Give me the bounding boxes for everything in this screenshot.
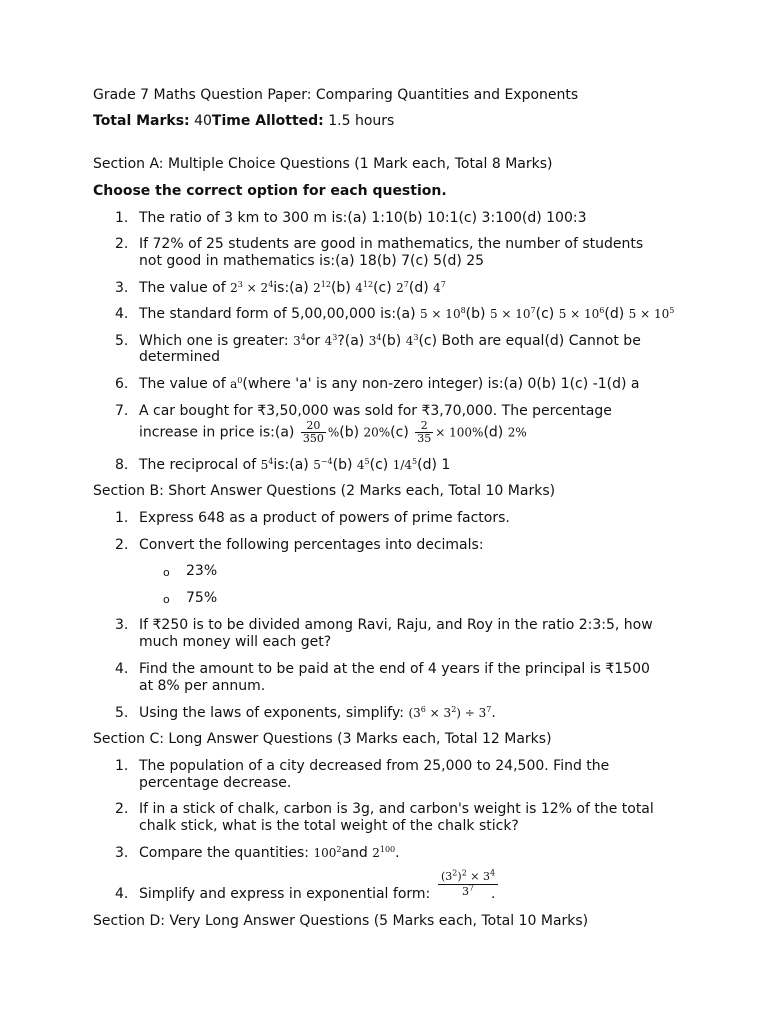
laq-2-line-2: chalk stick, what is the total weight of the chalk stick? — [139, 818, 519, 834]
mcq-2-line-1: If 72% of 25 students are good in mathematics, the number of students — [139, 236, 644, 252]
saq-3-line-1: If ₹250 is to be divided among Ravi, Raju, and Roy in the ratio 2:3:5, how — [139, 617, 653, 633]
marks-line — [93, 113, 394, 130]
laq-4-period: . — [491, 886, 496, 902]
saq-3-line-2: much money will each get? — [139, 634, 332, 650]
list-number: 1. — [115, 210, 129, 226]
saq-4-line-2: at 8% per annum. — [139, 678, 266, 694]
list-number: 3. — [115, 280, 129, 296]
mcq-2-line-2: not good in mathematics is:(a) 18(b) 7(c) 5(d) 25 — [139, 253, 485, 269]
mcq-4: The standard form of 5,00,00,000 is:(a) $5 \times 10^8(b) 5 \times 10^7(c) 5 \times 10^6(d) 5 \times 10^5$ — [139, 306, 675, 322]
laq-1-line-1: The population of a city decreased from 25,000 to 24,500. Find the — [139, 758, 610, 774]
bullet-icon: o — [163, 566, 170, 579]
saq-4-line-1: Find the amount to be paid at the end of 4 years if the principal is ₹1500 — [139, 661, 650, 677]
laq-2-line-1: If in a stick of chalk, carbon is 3g, and carbon's weight is 12% of the total — [139, 801, 654, 817]
bullet-icon: o — [163, 593, 170, 606]
paper-title: Grade 7 Maths Question Paper: Comparing Quantities and Exponents — [93, 87, 579, 103]
mcq-7-line-1: A car bought for ₹3,50,000 was sold for ₹3,70,000. The percentage — [139, 403, 612, 419]
section-b-heading: Section B: Short Answer Questions (2 Marks each, Total 10 Marks) — [93, 483, 556, 499]
time-value: 1.5 hours — [323, 113, 395, 129]
list-number: 2. — [115, 236, 129, 252]
saq-1: Express 648 as a product of powers of prime factors. — [139, 510, 510, 526]
list-number: 2. — [115, 801, 129, 817]
saq-2-item-1: 23% — [186, 563, 218, 579]
list-number: 1. — [115, 510, 129, 526]
list-number: 4. — [115, 306, 129, 322]
list-number: 4. — [115, 886, 129, 902]
saq-2: Convert the following percentages into decimals: — [139, 537, 484, 553]
saq-5: Using the laws of exponents, simplify: $(3^6 \times 3^2) \div 3^7$. — [139, 705, 496, 721]
saq-2-item-2: 75% — [186, 590, 218, 606]
mcq-7-line-2: increase in price is:(a) $\frac{20}{350}$ %(b) 20%(c) $\frac{2}{35}$ × 100%(d) 2% — [139, 419, 527, 445]
section-c-heading: Section C: Long Answer Questions (3 Marks each, Total 12 Marks) — [93, 731, 552, 747]
list-number: 4. — [115, 661, 129, 677]
list-number: 2. — [115, 537, 129, 553]
question-paper — [93, 0, 693, 1024]
section-a-heading: Section A: Multiple Choice Questions (1 Mark each, Total 8 Marks) — [93, 156, 553, 172]
mcq-5-line-2: determined — [139, 349, 221, 365]
mcq-3: The value of $2^3$ × $2^4is:(a)$ $2^{12}(b)$ $4^{12}(c)$ $2^7(d)$ $4^7$ — [139, 280, 446, 296]
total-marks-value: 40 — [189, 113, 212, 129]
list-number: 7. — [115, 403, 129, 419]
list-number: 3. — [115, 845, 129, 861]
mcq-5-line-1: Which one is greater: $3^4or$ $4^3?(a)$ $3^4(b)$ $4^3(c)$ Both are equal(d) Cannot be — [139, 333, 641, 349]
mcq-8: The reciprocal of $5^4is:(a)$ $5^{-4}(b)$ $4^5(c)$ $1/4^5(d)$ 1 — [139, 457, 451, 473]
laq-4-fraction: $(3^2)^2 \times 3^4$ $3^7$ — [438, 870, 498, 899]
mcq-1: The ratio of 3 km to 300 m is:(a) 1:10(b) 10:1(c) 3:100(d) 100:3 — [139, 210, 587, 226]
mcq-6: The value of $a^0(where$ 'a' is any non-zero integer) is:(a) 0(b) 1(c) -1(d) a — [139, 376, 640, 392]
laq-3: Compare the quantities: $100^2and$ $2^{100}$. — [139, 845, 400, 861]
list-number: 5. — [115, 705, 129, 721]
list-number: 1. — [115, 758, 129, 774]
list-number: 5. — [115, 333, 129, 349]
list-number: 8. — [115, 457, 129, 473]
total-marks-label: Total Marks: — [93, 113, 190, 129]
time-label: Time Allotted: — [211, 113, 324, 129]
section-d-heading: Section D: Very Long Answer Questions (5 Marks each, Total 10 Marks) — [93, 913, 589, 929]
laq-4: Simplify and express in exponential form: — [139, 886, 431, 902]
list-number: 6. — [115, 376, 129, 392]
list-number: 3. — [115, 617, 129, 633]
laq-1-line-2: percentage decrease. — [139, 775, 292, 791]
section-a-instruction: Choose the correct option for each question. — [93, 183, 447, 199]
